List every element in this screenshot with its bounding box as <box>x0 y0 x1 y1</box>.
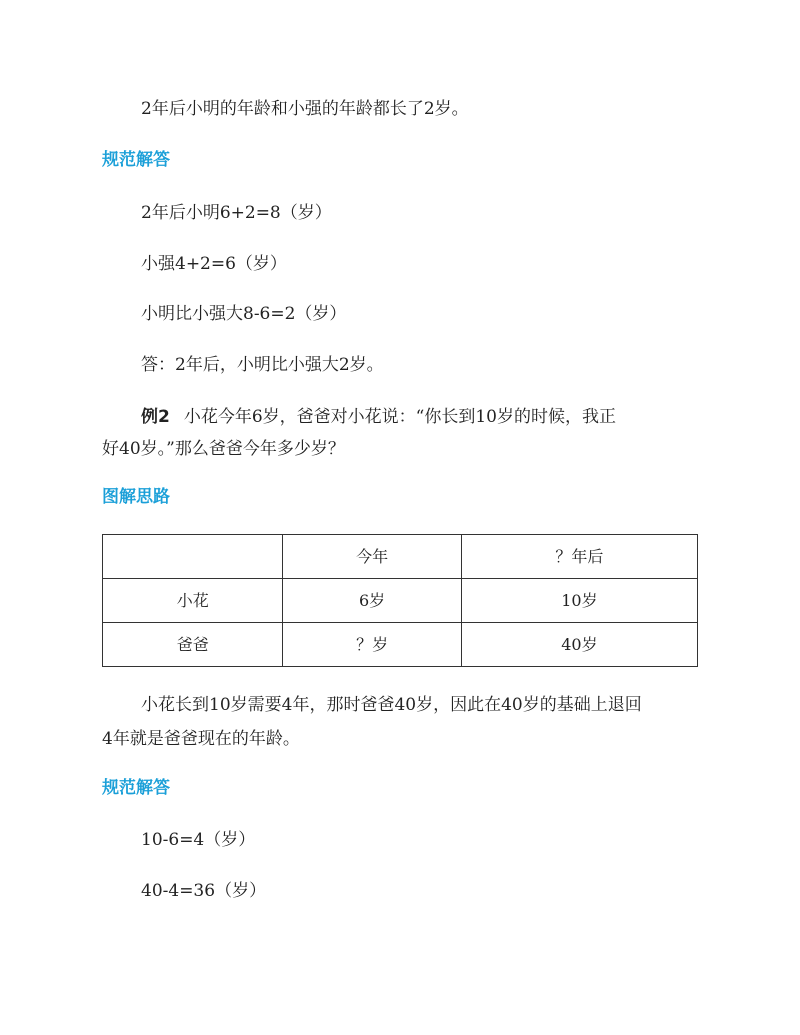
explanation-line-1: 小花长到10岁需要4年，那时爸爸40岁，因此在40岁的基础上退回 <box>141 695 642 715</box>
solution1-line-3: 小明比小强大8-6=2（岁） <box>141 304 347 324</box>
solution2-line-1: 10-6=4（岁） <box>141 830 256 850</box>
table-cell: ？岁 <box>283 623 461 667</box>
table-header-row <box>103 535 698 579</box>
example2-line-2: 好40岁。”那么爸爸今年多少岁？ <box>102 439 345 459</box>
table-row <box>103 579 698 623</box>
solution1-line-2: 小强4+2=6（岁） <box>141 254 287 274</box>
table-row <box>103 623 698 667</box>
solution1-line-1: 2年后小明6+2=8（岁） <box>141 203 332 223</box>
solution2-heading: 规范解答 <box>102 778 170 798</box>
table-header-cell: ？年后 <box>461 535 697 579</box>
table-cell: 40岁 <box>461 623 697 667</box>
example-label: 例2 <box>141 407 170 427</box>
example2-text-line1: 小花今年6岁，爸爸对小花说：“你长到10岁的时候，我正 <box>183 407 616 427</box>
table-cell: 6岁 <box>283 579 461 623</box>
table-cell: 10岁 <box>461 579 697 623</box>
solution2-line-2: 40-4=36（岁） <box>141 881 267 901</box>
example2-line-1 <box>141 405 616 429</box>
table-cell: 小花 <box>103 579 283 623</box>
table-header-cell: 今年 <box>283 535 461 579</box>
diagram-table <box>102 534 698 667</box>
table-cell: 爸爸 <box>103 623 283 667</box>
intro-line: 2年后小明的年龄和小强的年龄都长了2岁。 <box>141 99 469 119</box>
table-header-cell <box>103 535 283 579</box>
solution1-heading: 规范解答 <box>102 150 170 170</box>
explanation-line-2: 4年就是爸爸现在的年龄。 <box>102 729 300 749</box>
solution1-answer: 答：2年后，小明比小强大2岁。 <box>141 355 384 375</box>
diagram-heading: 图解思路 <box>102 487 170 507</box>
